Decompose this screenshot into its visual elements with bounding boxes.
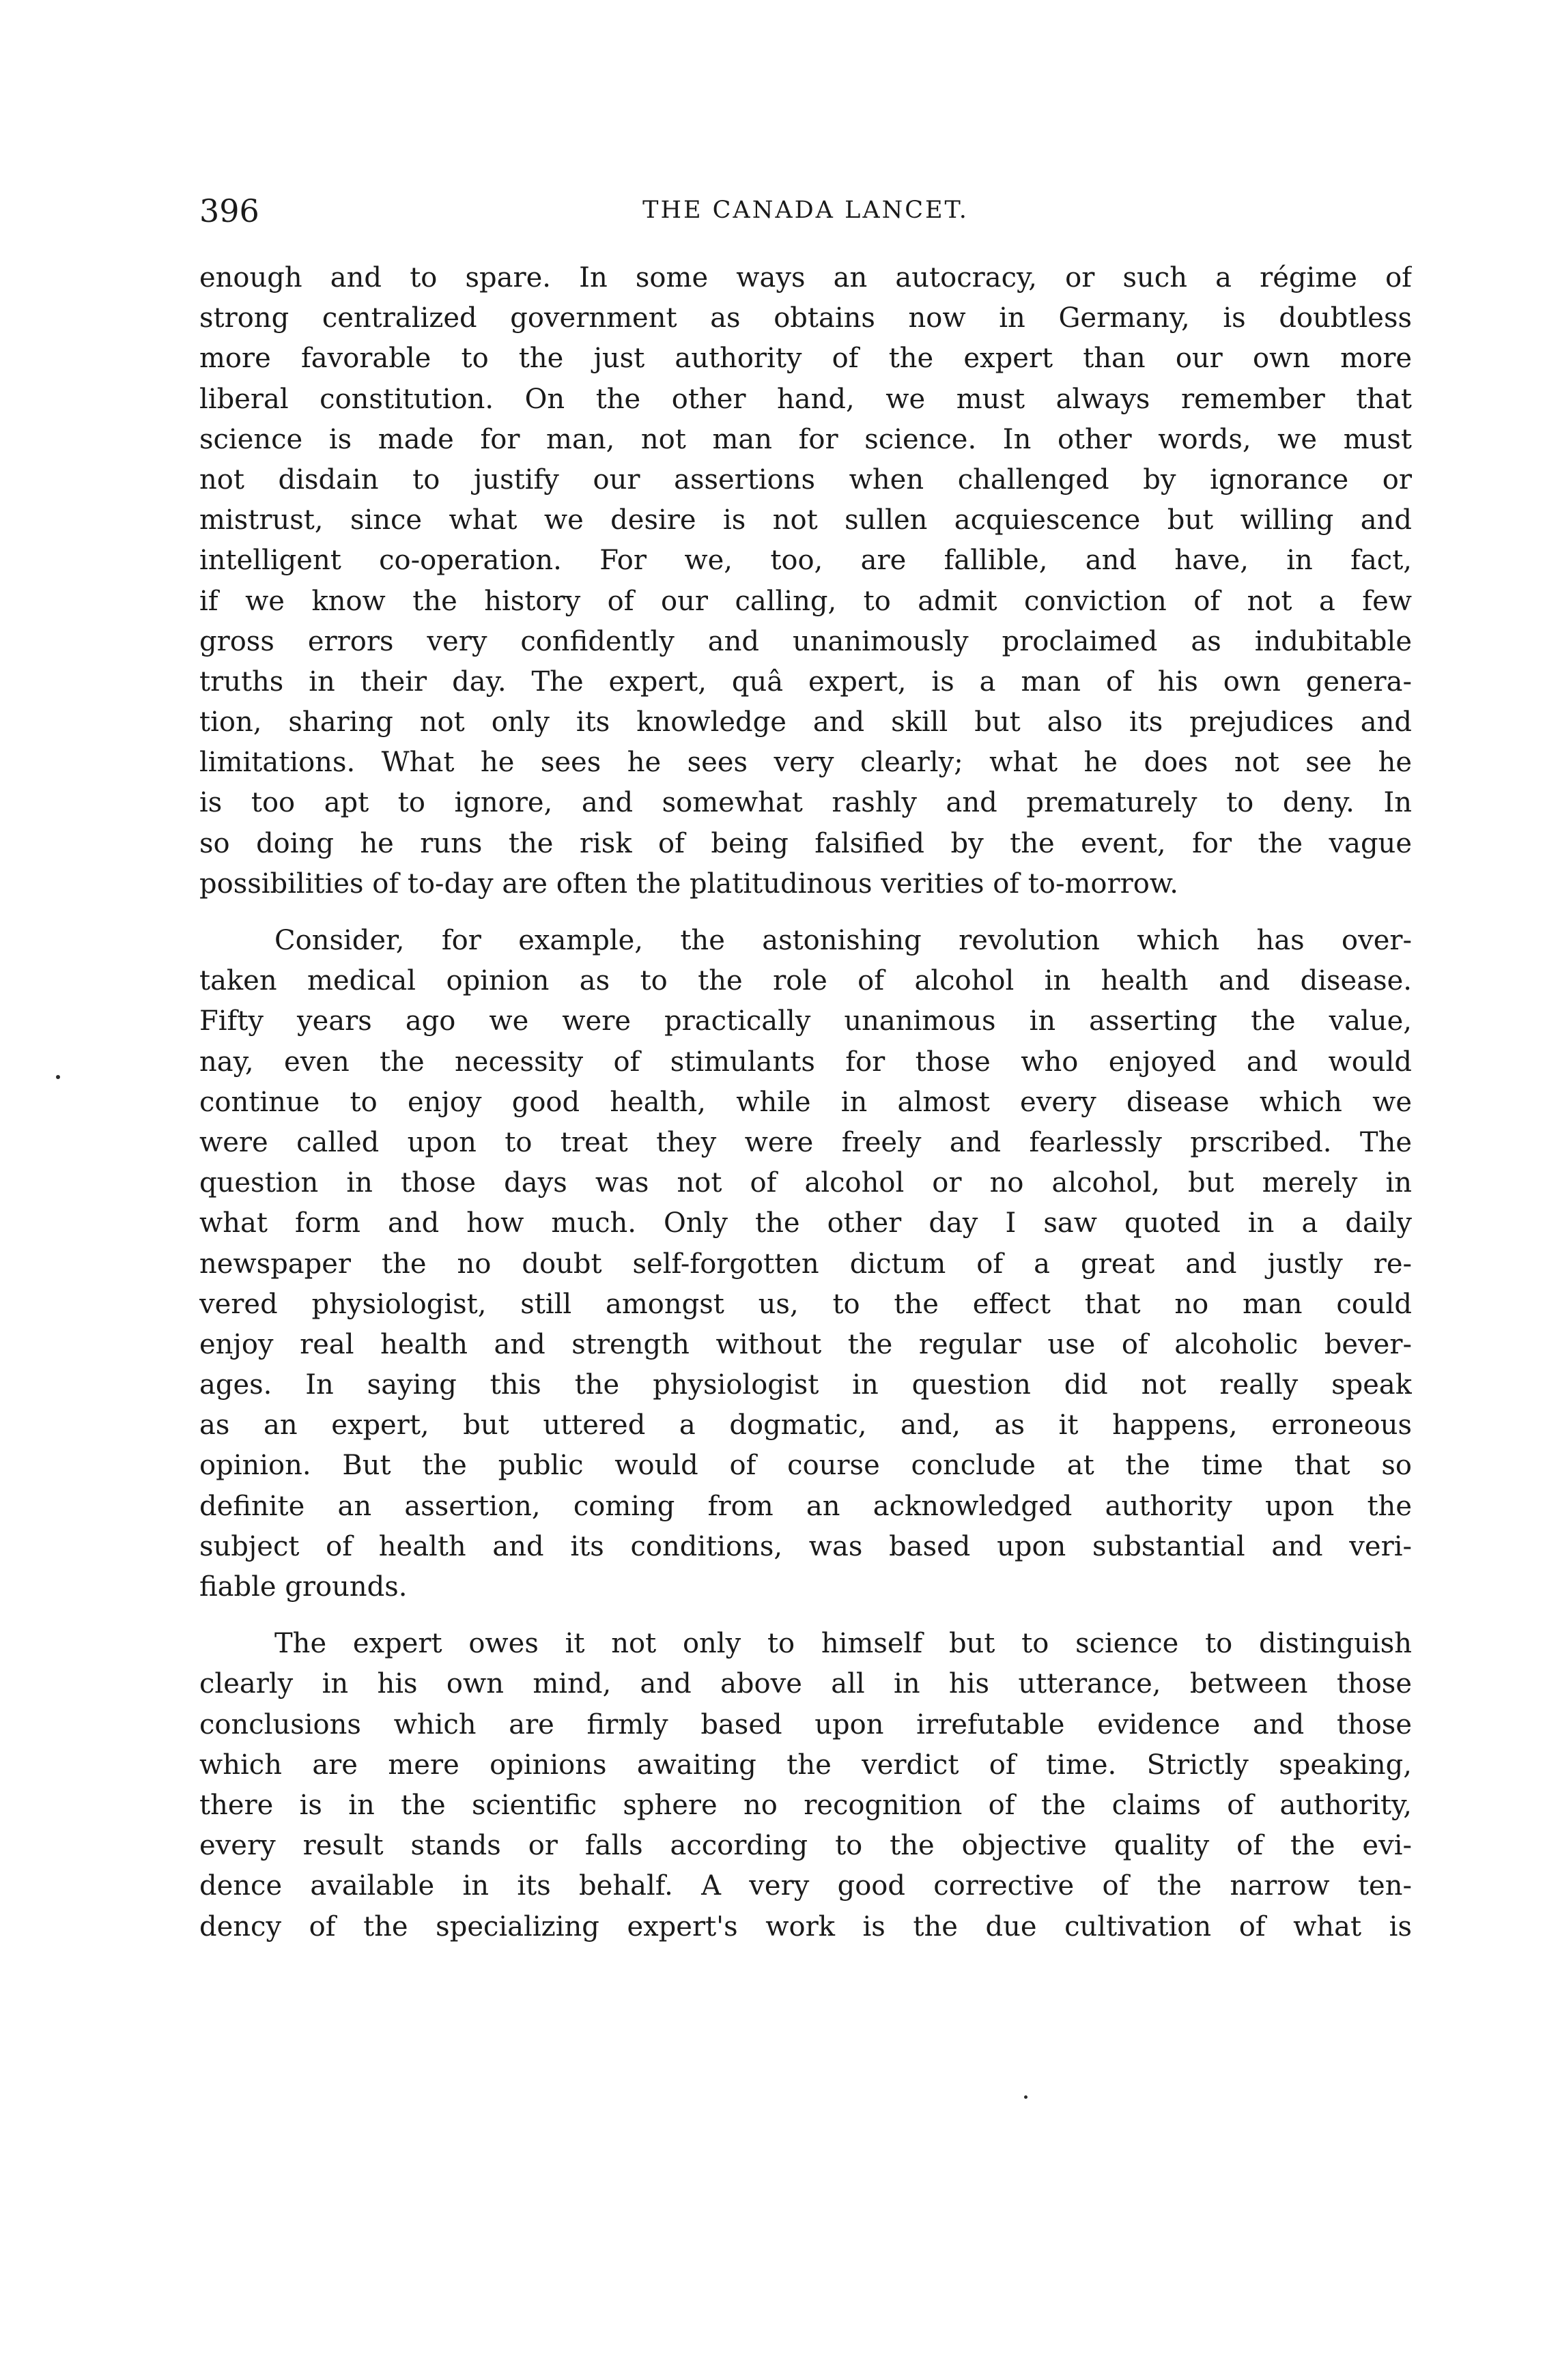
text-line: science is made for man, not man for science. In other words, we must: [199, 423, 1412, 455]
text-line: what form and how much. Only the other day I saw quoted in a daily: [199, 1207, 1412, 1239]
text-line: fiable grounds.: [199, 1571, 408, 1603]
text-line: if we know the history of our calling, to admit conviction of not a few: [199, 585, 1412, 617]
text-line: is too apt to ignore, and somewhat rashly and prematurely to deny. In: [199, 787, 1412, 819]
text-line: not disdain to justify our assertions when challenged by ignorance or: [199, 463, 1412, 496]
text-line: every result stands or falls according to the objective quality of the evi-: [199, 1830, 1412, 1862]
text-line: were called upon to treat they were freely and fearlessly prscribed. The: [199, 1126, 1412, 1158]
text-line: tion, sharing not only its knowledge and skill but also its prejudices and: [199, 706, 1412, 739]
text-line: subject of health and its conditions, was based upon substantial and veri-: [199, 1530, 1412, 1562]
text-line: newspaper the no doubt self-forgotten dictum of a great and justly re-: [199, 1248, 1412, 1280]
text-line: gross errors very confidently and unanimously proclaimed as indubitable: [199, 625, 1412, 657]
paragraph-gap: [199, 904, 1412, 921]
text-line: enough and to spare. In some ways an autocracy, or such a régime of: [199, 262, 1412, 293]
text-line: possibilities of to-day are often the platitudinous verities of to-morrow.: [199, 868, 1179, 900]
text-line: Consider, for example, the astonishing revolution which has over-: [274, 925, 1412, 956]
page-number: 396: [199, 192, 259, 229]
text-line: conclusions which are firmly based upon irrefutable evidence and those: [199, 1708, 1412, 1740]
text-line: which are mere opinions awaiting the verdict of time. Strictly speaking,: [199, 1749, 1412, 1781]
running-head: [199, 192, 1412, 240]
journal-title: THE CANADA LANCET.: [642, 197, 969, 224]
text-line: so doing he runs the risk of being falsified by the event, for the vague: [199, 827, 1412, 859]
text-line: question in those days was not of alcohol or no alcohol, but merely in: [199, 1167, 1412, 1199]
text-line: intelligent co-operation. For we, too, are fallible, and have, in fact,: [199, 545, 1412, 577]
paragraph-2: [199, 921, 1412, 1607]
paragraph-3: [199, 1624, 1412, 1947]
text-line: mistrust, since what we desire is not sullen acquiescence but willing and: [199, 504, 1412, 536]
text-line: liberal constitution. On the other hand, we must always remember that: [199, 383, 1412, 415]
text-line: dence available in its behalf. A very good corrective of the narrow ten-: [199, 1870, 1412, 1902]
paragraph-1: [199, 258, 1412, 904]
margin-speck: [56, 1075, 60, 1079]
text-line: nay, even the necessity of stimulants for those who enjoyed and would: [199, 1046, 1412, 1078]
body-text: [199, 258, 1412, 1947]
text-line: strong centralized government as obtains now in Germany, is doubtless: [199, 302, 1412, 334]
text-line: enjoy real health and strength without the regular use of alcoholic bever-: [199, 1328, 1412, 1360]
text-line: definite an assertion, coming from an acknowledged authority upon the: [199, 1490, 1412, 1522]
text-line: taken medical opinion as to the role of alcohol in health and disease.: [199, 965, 1412, 997]
text-line: limitations. What he sees he sees very clearly; what he does not see he: [199, 747, 1412, 779]
text-line: vered physiologist, still amongst us, to the effect that no man could: [199, 1288, 1412, 1320]
text-line: as an expert, but uttered a dogmatic, and, as it happens, erroneous: [199, 1409, 1412, 1442]
text-line: clearly in his own mind, and above all in his utterance, between those: [199, 1668, 1412, 1700]
text-line: The expert owes it not only to himself but to science to distinguish: [274, 1628, 1412, 1660]
text-line: there is in the scientific sphere no recognition of the claims of authority,: [199, 1789, 1412, 1821]
text-line: continue to enjoy good health, while in almost every disease which we: [199, 1086, 1412, 1118]
text-line: dency of the specializing expert's work is the due cultivation of what is: [199, 1910, 1412, 1942]
text-line: truths in their day. The expert, quâ expert, is a man of his own genera-: [199, 665, 1412, 698]
text-line: more favorable to the just authority of the expert than our own more: [199, 343, 1412, 375]
bottom-speck: [1024, 2095, 1027, 2099]
paragraph-gap: [199, 1607, 1412, 1624]
text-line: opinion. But the public would of course conclude at the time that so: [199, 1450, 1412, 1482]
text-line: Fifty years ago we were practically unanimous in asserting the value,: [199, 1005, 1412, 1037]
text-line: ages. In saying this the physiologist in question did not really speak: [199, 1369, 1412, 1401]
